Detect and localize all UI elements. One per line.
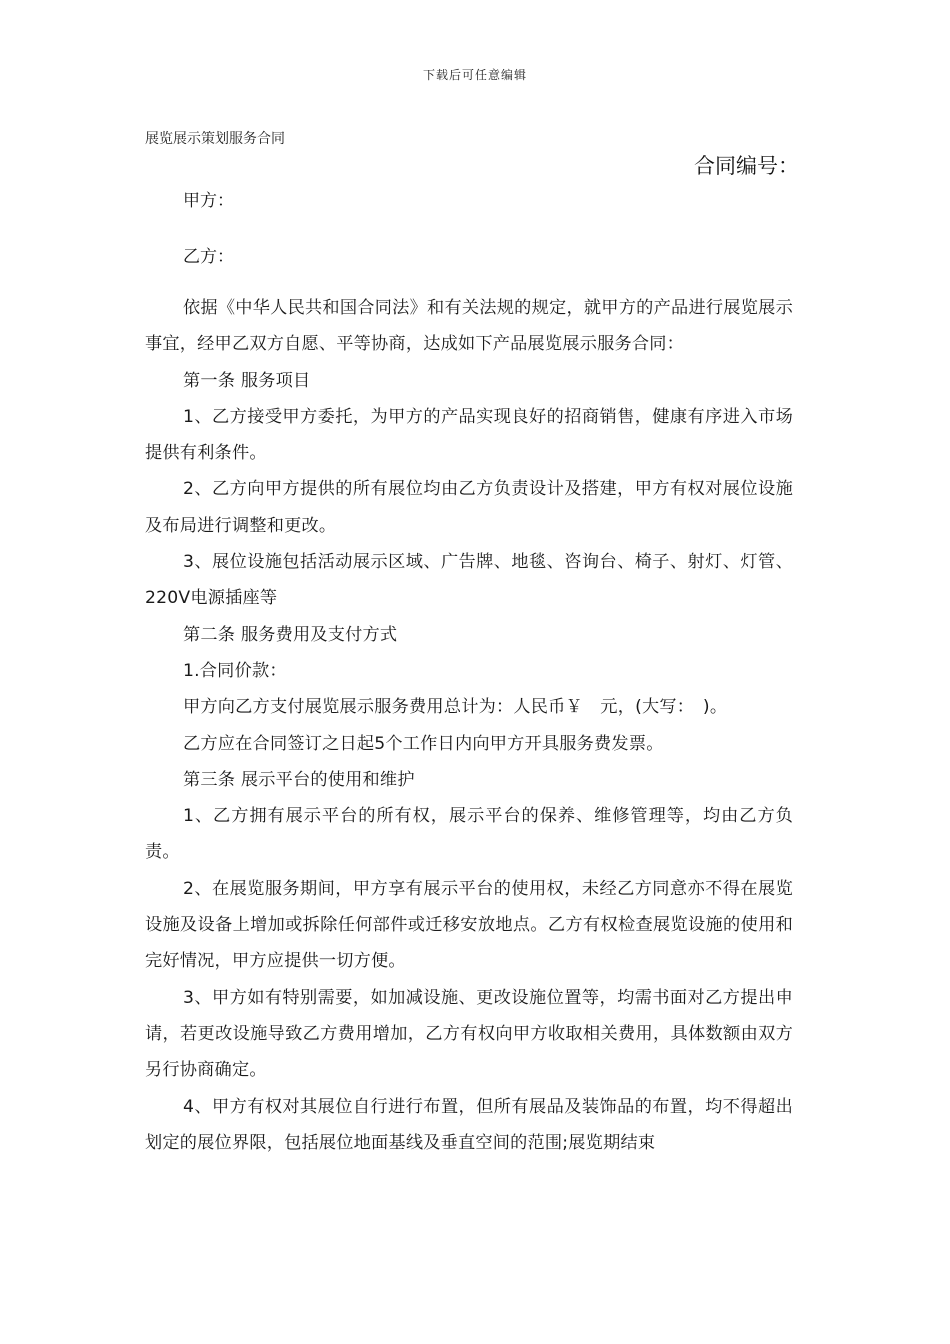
article-3-clause-2: 2、在展览服务期间，甲方享有展示平台的使用权，未经乙方同意亦不得在展览设施及设备上增加或拆除任何部件或迁移安放地点。乙方有权检查展览设施的使用和完好情况，甲方应提供一切方便。 (145, 878, 793, 972)
article-1-clause-1: 1、乙方接受甲方委托，为甲方的产品实现良好的招商销售，健康有序进入市场提供有利条件。 (145, 406, 793, 464)
article-2-clause-1: 1.合同价款： (183, 660, 287, 681)
article-1-heading: 第一条 服务项目 (183, 370, 311, 391)
party-b-label: 乙方： (183, 247, 234, 267)
article-2-invoice-line: 乙方应在合同签订之日起5个工作日内向甲方开具服务费发票。 (183, 733, 664, 754)
article-2-price-line: 甲方向乙方支付展览展示服务费用总计为：人民币￥ 元，(大写： )。 (183, 697, 728, 718)
header-note: 下载后可任意编辑 (422, 68, 527, 82)
article-1-clause-3: 3、展位设施包括活动展示区域、广告牌、地毯、咨询台、椅子、射灯、灯管、220V电源插座等 (145, 552, 793, 609)
document-title: 展览展示策划服务合同 (145, 131, 285, 147)
intro-paragraph: 依据《中华人民共和国合同法》和有关法规的规定，就甲方的产品进行展览展示事宜，经甲乙双方自愿、平等协商，达成如下产品展览展示服务合同： (145, 298, 793, 355)
party-a-label: 甲方： (183, 191, 234, 211)
article-3-clause-4: 4、甲方有权对其展位自行进行布置，但所有展品及装饰品的布置，均不得超出划定的展位界限，包括展位地面基线及垂直空间的范围;展览期结束 (145, 1096, 793, 1153)
article-3-heading: 第三条 展示平台的使用和维护 (183, 769, 415, 790)
article-3-clause-3: 3、甲方如有特别需要，如加减设施、更改设施位置等，均需书面对乙方提出申请，若更改设施导致乙方费用增加，乙方有权向甲方收取相关费用，具体数额由双方另行协商确定。 (145, 987, 793, 1081)
article-3-clause-1: 1、乙方拥有展示平台的所有权，展示平台的保养、维修管理等，均由乙方负责。 (145, 806, 793, 863)
contract-body (145, 290, 793, 1161)
contract-number-label: 合同编号： (694, 154, 799, 178)
article-2-heading: 第二条 服务费用及支付方式 (183, 624, 398, 645)
article-1-clause-2: 2、乙方向甲方提供的所有展位均由乙方负责设计及搭建，甲方有权对展位设施及布局进行调整和更改。 (145, 479, 793, 536)
